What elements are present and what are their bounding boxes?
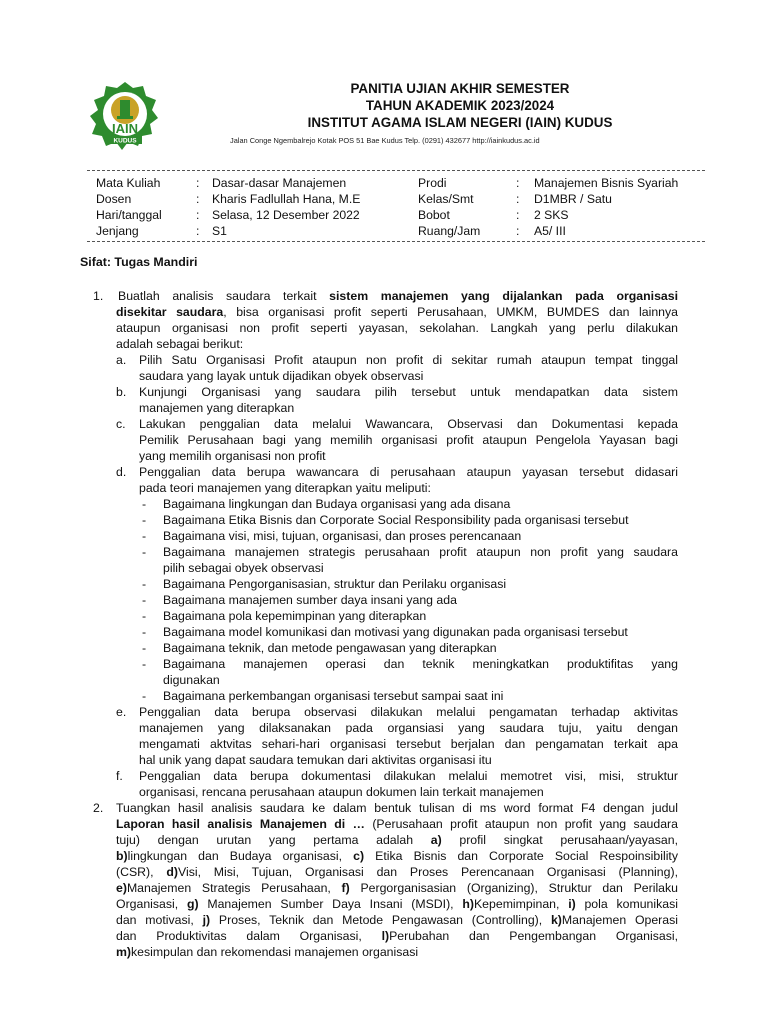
bullet-dash: -: [142, 513, 147, 527]
q2-number: 2.: [93, 801, 104, 815]
label-kelas: Kelas/Smt: [418, 192, 474, 206]
q2-line: e)Manajemen Strategis Perusahaan, f) Pergorganisasian (Organizing), Struktur dan Perilaku: [116, 881, 678, 895]
q2-line: Laporan hasil analisis Manajemen di … (Perusahaan profit ataupun non profit yang saudara: [116, 817, 678, 831]
item-c-line: yang memilih organisasi non profit: [139, 449, 326, 463]
bullet-item: Bagaimana manajemen strategis perusahaan profit ataupun non profit yang saudara: [163, 545, 678, 559]
q1-line: adalah sebagai berikut:: [116, 337, 244, 351]
bullet-item: pilih sebagai obyek observasi: [163, 561, 324, 575]
colon: :: [196, 208, 200, 222]
logo-text: IAIN: [112, 121, 138, 136]
item-d-line: pada teori manajemen yang diterapkan yaitu meliputi:: [139, 481, 431, 495]
bullet-item: Bagaimana lingkungan dan Budaya organisasi yang ada disana: [163, 497, 511, 511]
q1-line: disekitar saudara, bisa organisasi profit seperti Perusahaan, UMKM, BUMDES dan lainnya: [116, 305, 678, 319]
value-prodi: Manajemen Bisnis Syariah: [534, 176, 679, 190]
label-prodi: Prodi: [418, 176, 447, 190]
item-b-line: Kunjungi Organisasi yang saudara pilih tersebut untuk mendapatkan data sistem: [139, 385, 678, 399]
bullet-dash: -: [142, 593, 147, 607]
label-mata-kuliah: Mata Kuliah: [96, 176, 161, 190]
bullet-item: Bagaimana manajemen operasi dan teknik meningkatkan produktifitas yang: [163, 657, 678, 671]
q2-line: m)kesimpulan dan rekomendasi manajemen organisasi: [116, 945, 419, 959]
bullet-dash: -: [142, 529, 147, 543]
q2-line: Tuangkan hasil analisis saudara ke dalam bentuk tulisan di ms word format F4 dengan judul: [116, 801, 678, 815]
label-hari-tanggal: Hari/tanggal: [96, 208, 162, 222]
item-a-line: saudara yang layak untuk dijadikan obyek observasi: [139, 369, 424, 383]
bullet-item: Bagaimana visi, misi, tujuan, organisasi, dan proses perencanaan: [163, 529, 522, 543]
label-dosen: Dosen: [96, 192, 132, 206]
bottom-divider: [87, 241, 705, 242]
value-kelas: D1MBR / Satu: [534, 192, 612, 206]
bullet-item: Bagaimana Etika Bisnis dan Corporate Social Responsibility pada organisasi tersebut: [163, 513, 629, 527]
bullet-dash: -: [142, 545, 147, 559]
item-marker: e.: [116, 705, 127, 719]
bullet-dash: -: [142, 609, 147, 623]
bullet-item: Bagaimana pola kepemimpinan yang diterapkan: [163, 609, 427, 623]
value-ruang-jam: A5/ III: [534, 224, 566, 238]
item-e-line: mengamati aktvitas sehari-hari organisasi tersebut berjalan dan pengamatan terkait apa: [139, 737, 678, 751]
item-c-line: Pemilik Perusahaan bagi yang memilih organisasi profit ataupun Pengelola Yayasan bagi: [139, 433, 678, 447]
value-mata-kuliah: Dasar-dasar Manajemen: [212, 176, 347, 190]
item-e-line: Penggalian data berupa observasi dilakukan melalui pengamatan terhadap aktivitas: [139, 705, 678, 719]
q2-line: Organisasi, g) Manajemen Sumber Daya Insani (MSDI), h)Kepemimpinan, i) pola komunikasi: [116, 897, 678, 911]
value-dosen: Kharis Fadlullah Hana, M.E: [212, 192, 361, 206]
bullet-item: Bagaimana teknik, dan metode pengawasan yang diterapkan: [163, 641, 497, 655]
q2-line: tuju) dengan urutan yang pertama adalah a) profil singkat perusahaan/yayasan,: [116, 833, 678, 847]
iain-kudus-logo: [90, 80, 160, 152]
q2-line: (CSR), d)Visi, Misi, Tujuan, Organisasi dan Proses Perencanaan Organisasi (Planning),: [116, 865, 678, 879]
colon: :: [516, 224, 520, 238]
item-e-line: manajemen yang dilaksanakan pada organsiasi yang saudara tuju, yaitu dengan: [139, 721, 678, 735]
bullet-item: Bagaimana model komunikasi dan motivasi yang digunakan pada organisasi tersebut: [163, 625, 628, 639]
bullet-dash: -: [142, 625, 147, 639]
item-marker: a.: [116, 353, 127, 367]
item-marker: c.: [116, 417, 126, 431]
item-f-line: Penggalian data berupa dokumentasi dilakukan melalui memotret visi, misi, struktur: [139, 769, 678, 783]
colon: :: [516, 208, 520, 222]
colon: :: [516, 192, 520, 206]
q1-number: 1.: [93, 289, 104, 303]
value-jenjang: S1: [212, 224, 227, 238]
bullet-item: digunakan: [163, 673, 220, 687]
q2-line: dan Produktivitas dalam Organisasi, l)Perubahan dan Pengembangan Organisasi,: [116, 929, 679, 943]
bullet-dash: -: [142, 577, 147, 591]
q2-line: b)lingkungan dan Budaya organisasi, c) Etika Bisnis dan Corporate Social Respoinsibility: [116, 849, 678, 863]
label-bobot: Bobot: [418, 208, 450, 222]
q1-line: ataupun organisasi non profit seperti yayasan, sekolahan. Langkah yang perlu dilakukan: [116, 321, 678, 335]
value-bobot: 2 SKS: [534, 208, 569, 222]
header-academic-year: TAHUN AKADEMIK 2023/2024: [365, 98, 555, 113]
q1-line: Buatlah analisis saudara terkait sistem manajemen yang dijalankan pada organisasi: [118, 289, 678, 303]
bullet-item: Bagaimana perkembangan organisasi tersebut sampai saat ini: [163, 689, 504, 703]
item-d-line: Penggalian data berupa wawancara di perusahaan ataupun yayasan tersebut didasari: [139, 465, 678, 479]
bullet-item: Bagaimana Pengorganisasian, struktur dan Perilaku organisasi: [163, 577, 507, 591]
item-c-line: Lakukan penggalian data melalui Wawancara, Observasi dan Dokumentasi kepada: [139, 417, 678, 431]
item-f-line: organisasi, rencana perusahaan ataupun dokumen lain terkait manajemen: [139, 785, 544, 799]
logo-subtext: KUDUS: [113, 137, 137, 145]
item-marker: f.: [116, 769, 123, 783]
colon: :: [196, 176, 200, 190]
item-marker: b.: [116, 385, 127, 399]
colon: :: [196, 224, 200, 238]
bullet-dash: -: [142, 641, 147, 655]
bullet-dash: -: [142, 689, 147, 703]
item-a-line: Pilih Satu Organisasi Profit ataupun non profit di sekitar rumah ataupun tempat tinggal: [139, 353, 678, 367]
value-hari-tanggal: Selasa, 12 Desember 2022: [212, 208, 360, 222]
item-marker: d.: [116, 465, 127, 479]
bullet-item: Bagaimana manajemen sumber daya insani yang ada: [163, 593, 457, 607]
header-committee: PANITIA UJIAN AKHIR SEMESTER: [350, 81, 570, 96]
header-institution: INSTITUT AGAMA ISLAM NEGERI (IAIN) KUDUS: [307, 115, 613, 130]
label-ruang-jam: Ruang/Jam: [418, 224, 481, 238]
assignment-type: Sifat: Tugas Mandiri: [80, 255, 198, 269]
item-e-line: hal unik yang dapat saudara temukan dari aktivitas organisasi itu: [139, 753, 492, 767]
colon: :: [516, 176, 520, 190]
bullet-dash: -: [142, 497, 147, 511]
item-b-line: manajemen yang diterapkan: [139, 401, 295, 415]
bullet-dash: -: [142, 657, 147, 671]
header-address: Jalan Conge Ngembalrejo Kotak POS 51 Bae Kudus Telp. (0291) 432677 http://iainkudus.ac.id: [230, 136, 540, 145]
colon: :: [196, 192, 200, 206]
q2-line: dan motivasi, j) Proses, Teknik dan Metode Pengawasan (Controlling), k)Manajemen Operasi: [116, 913, 678, 927]
top-divider: [87, 170, 705, 171]
label-jenjang: Jenjang: [96, 224, 139, 238]
